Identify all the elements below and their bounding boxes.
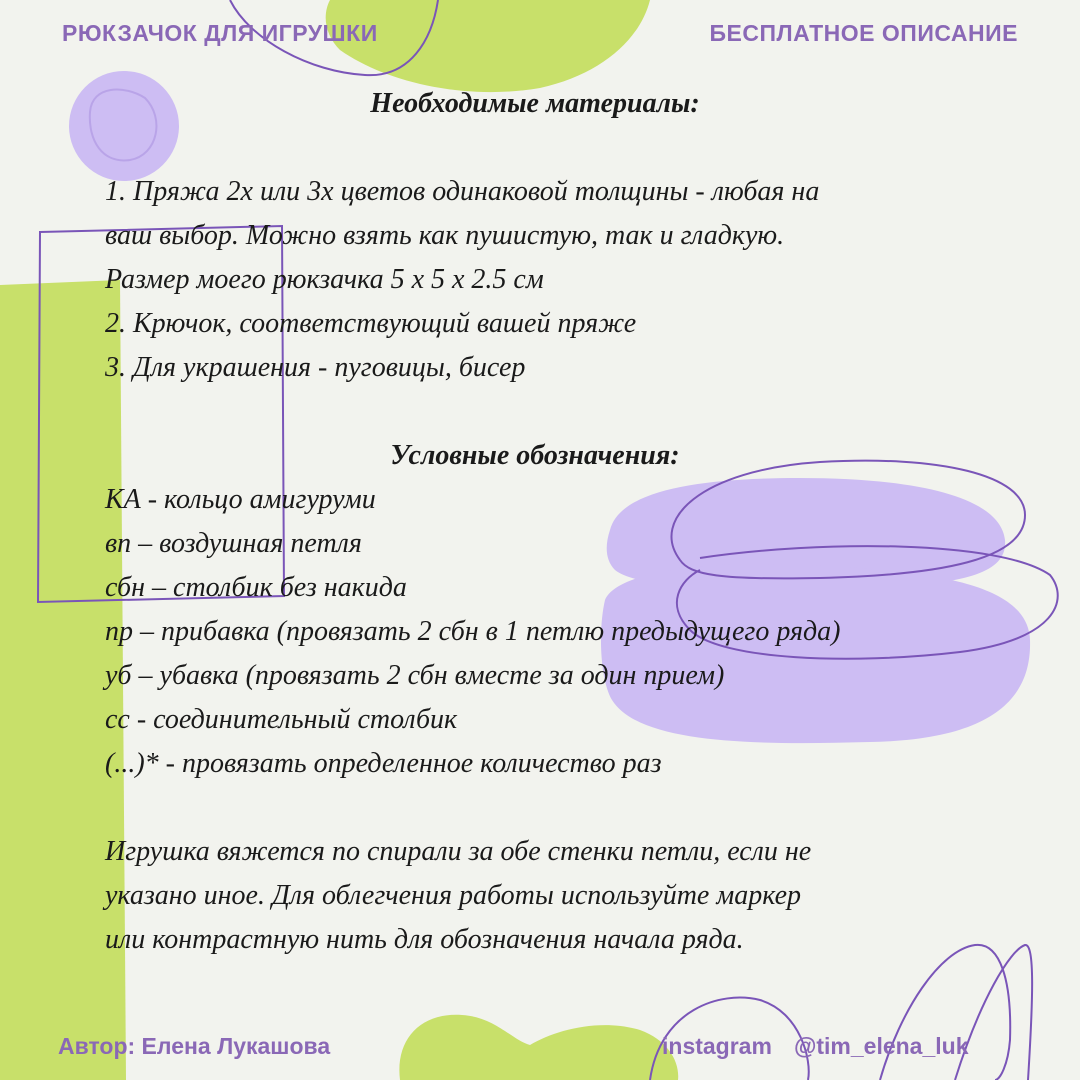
legend-line: КА - кольцо амигуруми — [105, 484, 376, 515]
legend-heading: Условные обозначения: — [390, 440, 680, 471]
materials-line: 2. Крючок, соответствующий вашей пряже — [105, 308, 637, 339]
instagram-label: instagram — [662, 1033, 772, 1059]
materials-line: 1. Пряжа 2х или 3х цветов одинаковой толщины - любая на — [105, 176, 820, 207]
header-title: РЮКЗАЧОК ДЛЯ ИГРУШКИ — [62, 20, 378, 46]
legend-line: (...)* - провязать определенное количество раз — [105, 748, 662, 779]
materials-line: ваш выбор. Можно взять как пушистую, так и гладкую. — [105, 220, 785, 251]
legend-line: сбн – столбик без накида — [105, 572, 407, 603]
legend-line: уб – убавка (провязать 2 сбн вместе за один прием) — [105, 660, 725, 691]
author-credit: Автор: Елена Лукашова — [58, 1033, 331, 1059]
legend-line: вп – воздушная петля — [105, 528, 362, 559]
note-line: Игрушка вяжется по спирали за обе стенки петли, если не — [105, 836, 812, 867]
lime-blob-bottom — [399, 1015, 678, 1080]
note-line: указано иное. Для облегчения работы используйте маркер — [105, 880, 802, 911]
legend-line: сс - соединительный столбик — [105, 704, 458, 735]
materials-line: 3. Для украшения - пуговицы, бисер — [105, 352, 526, 383]
materials-heading: Необходимые материалы: — [370, 88, 700, 119]
instagram-credit — [662, 1033, 991, 1060]
note-line: или контрастную нить для обозначения начала ряда. — [105, 924, 744, 955]
instagram-handle[interactable]: @tim_elena_luk — [793, 1033, 969, 1059]
header-subtitle: БЕСПЛАТНОЕ ОПИСАНИЕ — [709, 20, 1018, 46]
description-body — [105, 82, 985, 962]
materials-line: Размер моего рюкзачка 5 х 5 х 2.5 см — [105, 264, 544, 295]
legend-line: пр – прибавка (провязать 2 сбн в 1 петлю предыдущего ряда) — [105, 616, 841, 647]
